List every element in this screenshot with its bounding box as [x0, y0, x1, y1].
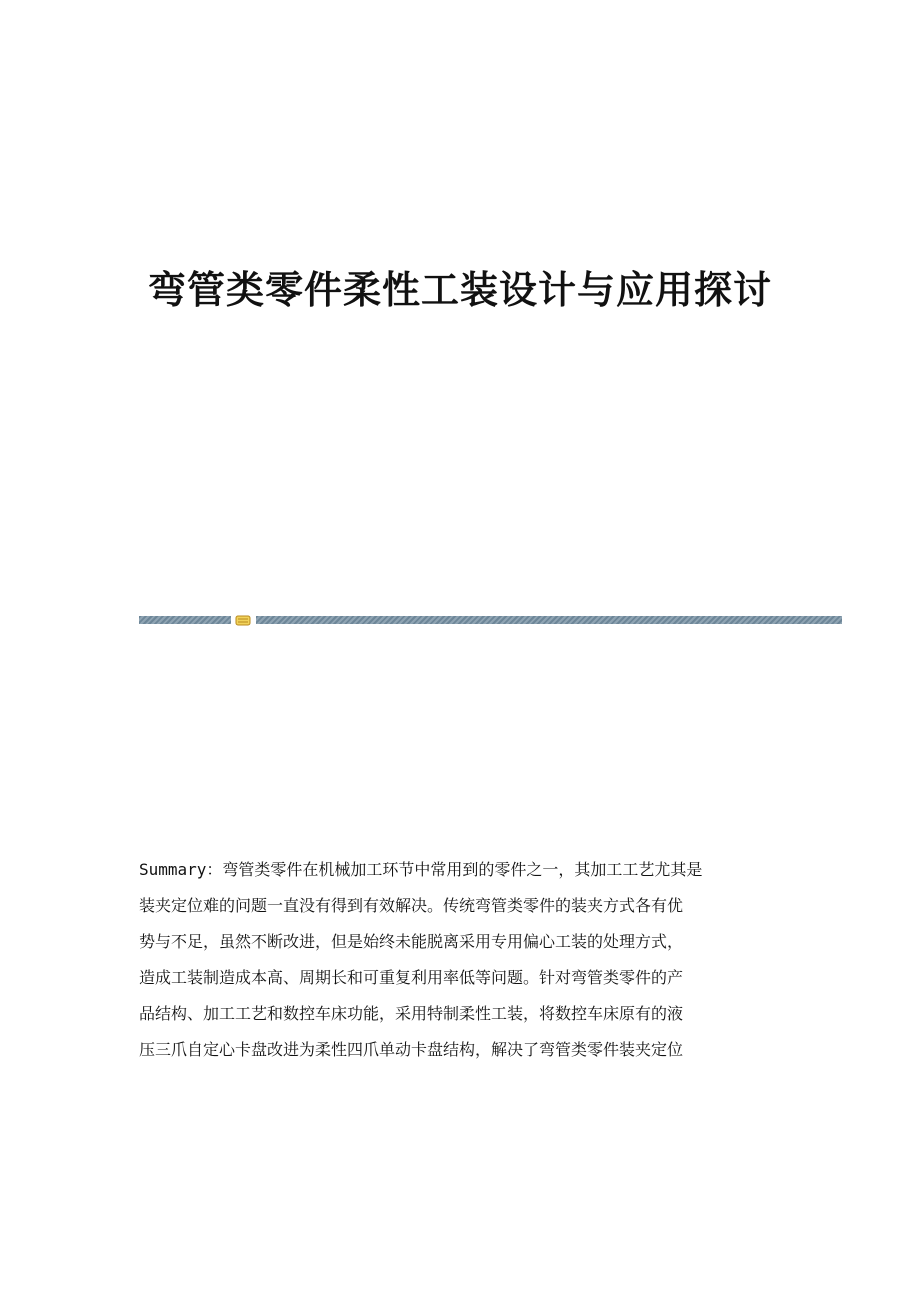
summary-paragraph	[139, 852, 789, 1068]
summary-line: 装夹定位难的问题一直没有得到有效解决。传统弯管类零件的装夹方式各有优	[139, 896, 684, 915]
summary-line: Summary：弯管类零件在机械加工环节中常用到的零件之一，其加工工艺尤其是	[139, 860, 703, 879]
document-title: 弯管类零件柔性工装设计与应用探讨	[147, 267, 772, 312]
summary-line: 造成工装制造成本高、周期长和可重复利用率低等问题。针对弯管类零件的产	[139, 968, 684, 987]
summary-line: 压三爪自定心卡盘改进为柔性四爪单动卡盘结构，解决了弯管类零件装夹定位	[139, 1040, 684, 1059]
divider-bar-left	[139, 616, 231, 624]
divider-ornament-icon	[235, 615, 251, 626]
summary-line: 品结构、加工工艺和数控车床功能，采用特制柔性工装，将数控车床原有的液	[139, 1004, 684, 1023]
section-divider	[139, 615, 842, 626]
divider-bar-right	[256, 616, 842, 624]
summary-line: 势与不足，虽然不断改进，但是始终未能脱离采用专用偏心工装的处理方式，	[139, 932, 684, 951]
